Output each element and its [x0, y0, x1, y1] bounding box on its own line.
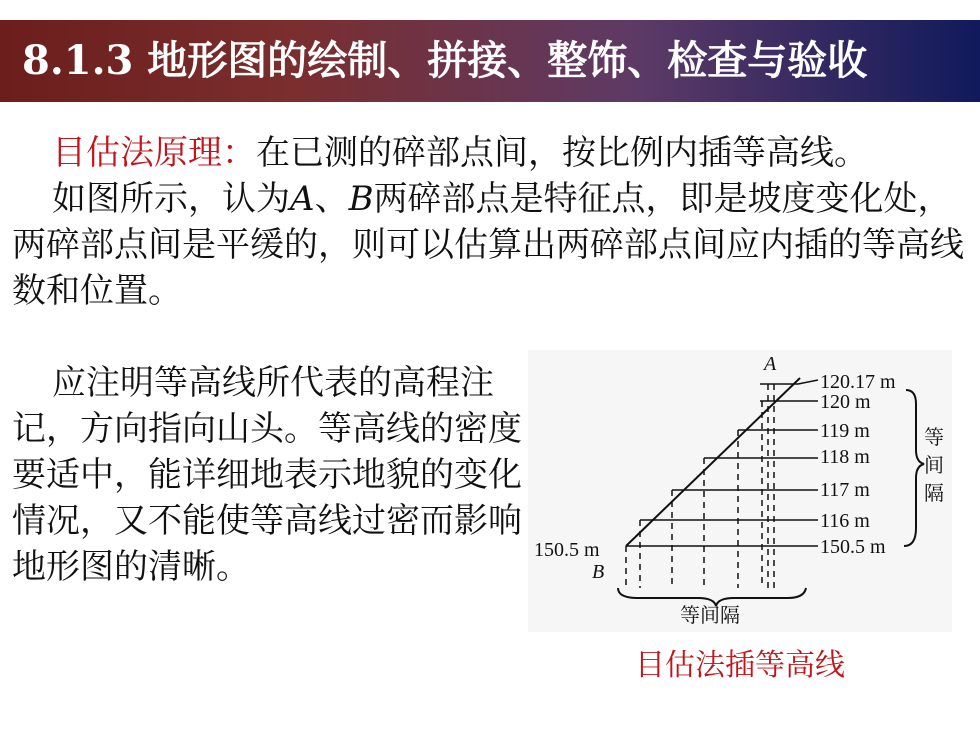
separator: 、	[314, 179, 349, 219]
annotation-text: 应注明等高线所代表的高程注记，方向指向山头。等高线的密度要适中，能详细地表示地貌的变化情况，又不能使等高线过密而影响地形图的清晰。	[12, 363, 522, 587]
principle-label: 目估法原理：	[52, 133, 256, 173]
annotation-paragraph	[12, 360, 532, 590]
title-bar	[0, 20, 980, 102]
contour-label-117: 117 m	[820, 479, 870, 501]
principle-line2-rest: 两碎部点是特征点，即是坡度变化处，两碎部点间是平缓的，则可以估算出两碎部点间应内插的等高线数和位置。	[12, 179, 964, 311]
right-brace-char-1: 等	[924, 427, 944, 449]
principle-line2-start: 如图所示，认为	[52, 179, 290, 219]
slide-title: 8.1.3 地形图的绘制、拼接、整饰、检查与验收	[22, 37, 868, 84]
contour-label-119: 119 m	[820, 420, 870, 442]
contour-label-120: 120 m	[820, 391, 871, 413]
figure-caption: 目估法插等高线	[635, 648, 845, 683]
contour-label-116: 116 m	[820, 510, 870, 532]
right-brace	[904, 390, 924, 546]
right-brace-char-2: 间	[924, 455, 944, 477]
label-leaders	[798, 380, 818, 546]
bottom-brace	[618, 588, 806, 606]
right-brace-char-3: 隔	[924, 483, 944, 505]
contour-interpolation-figure	[528, 350, 952, 632]
dashed-verticals	[626, 384, 774, 588]
contour-label-118: 118 m	[820, 446, 870, 468]
point-a-ref: A	[290, 179, 315, 219]
principle-line1: 在已测的碎部点间，按比例内插等高线。	[256, 133, 868, 173]
point-b-ref: B	[348, 179, 374, 219]
fig-point-b: B	[592, 561, 605, 583]
contour-diagram	[528, 350, 952, 632]
elev-b-right-label: 150.5 m	[820, 536, 886, 558]
elev-a-label: 120.17 m	[820, 371, 896, 393]
elev-b-left-label: 150.5 m	[534, 539, 600, 561]
bottom-brace-label: 等间隔	[680, 605, 740, 627]
fig-point-a: A	[764, 353, 777, 375]
principle-paragraph	[12, 130, 967, 314]
